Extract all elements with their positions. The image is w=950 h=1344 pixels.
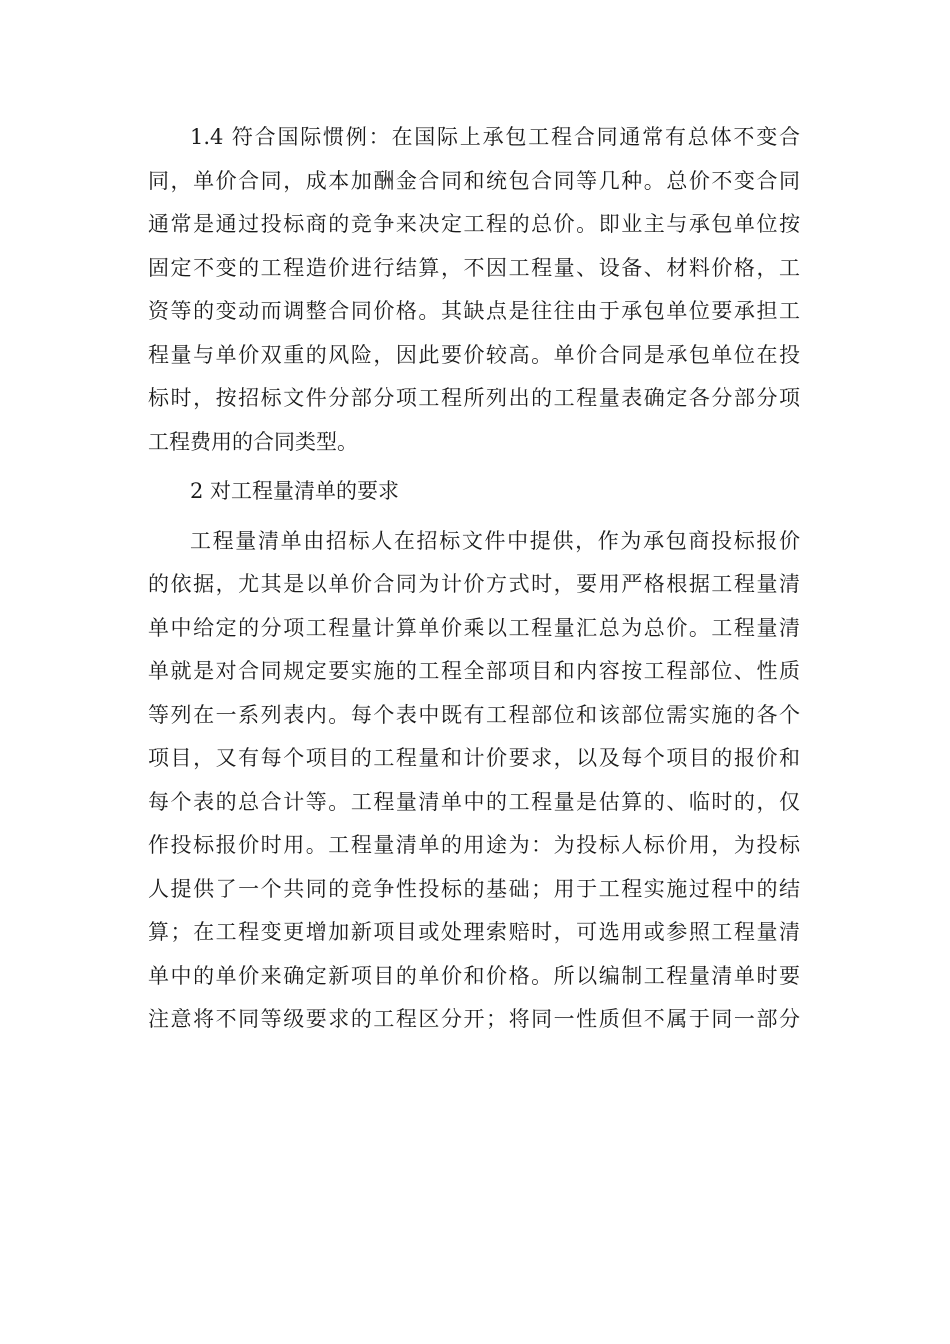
text-line: 作投标报价时用。工程量清单的用途为：为投标人标价用，为投标 xyxy=(148,833,800,857)
heading-text: 2 对工程量清单的要求 xyxy=(190,479,400,503)
text-line: 单中的单价来确定新项目的单价和价格。所以编制工程量清单时要 xyxy=(148,963,800,988)
text-line: 人提供了一个共同的竞争性投标的基础；用于工程实施过程中的结 xyxy=(148,876,800,901)
text-line: 标时，按招标文件分部分项工程所列出的工程量表确定各分部分项 xyxy=(148,386,800,410)
text-line: 每个表的总合计等。工程量清单中的工程量是估算的、临时的，仅 xyxy=(148,789,800,814)
text-line: 的依据，尤其是以单价合同为计价方式时，要用严格根据工程量清 xyxy=(148,572,800,596)
text-line: 通常是通过投标商的竞争来决定工程的总价。即业主与承包单位按 xyxy=(148,212,800,236)
text-line: 单就是对合同规定要实施的工程全部项目和内容按工程部位、性质 xyxy=(148,659,800,683)
text-line: 工程费用的合同类型。 xyxy=(148,429,358,454)
text-line: 同，单价合同，成本加酬金合同和统包合同等几种。总价不变合同 xyxy=(148,168,800,193)
text-line: 等列在一系列表内。每个表中既有工程部位和该部位需实施的各个 xyxy=(148,702,800,727)
text-line: 工程量清单由招标人在招标文件中提供，作为承包商投标报价 xyxy=(190,528,800,553)
text-line: 1.4 符合国际惯例：在国际上承包工程合同通常有总体不变合 xyxy=(190,125,800,149)
text-line: 程量与单价双重的风险，因此要价较高。单价合同是承包单位在投 xyxy=(148,342,800,367)
text-line: 项目，又有每个项目的工程量和计价要求，以及每个项目的报价和 xyxy=(148,746,800,770)
section-heading xyxy=(148,470,800,514)
paragraph-international-practice xyxy=(148,116,800,464)
paragraph-bill-of-quantities xyxy=(148,520,800,1042)
text-line: 注意将不同等级要求的工程区分开；将同一性质但不属于同一部分 xyxy=(148,1007,800,1031)
document-body xyxy=(148,116,800,1048)
text-line: 固定不变的工程造价进行结算，不因工程量、设备、材料价格，工 xyxy=(148,255,800,280)
text-line: 算；在工程变更增加新项目或处理索赔时，可选用或参照工程量清 xyxy=(148,920,800,944)
text-line: 资等的变动而调整合同价格。其缺点是往往由于承包单位要承担工 xyxy=(148,299,800,323)
text-line: 单中给定的分项工程量计算单价乘以工程量汇总为总价。工程量清 xyxy=(148,615,800,640)
